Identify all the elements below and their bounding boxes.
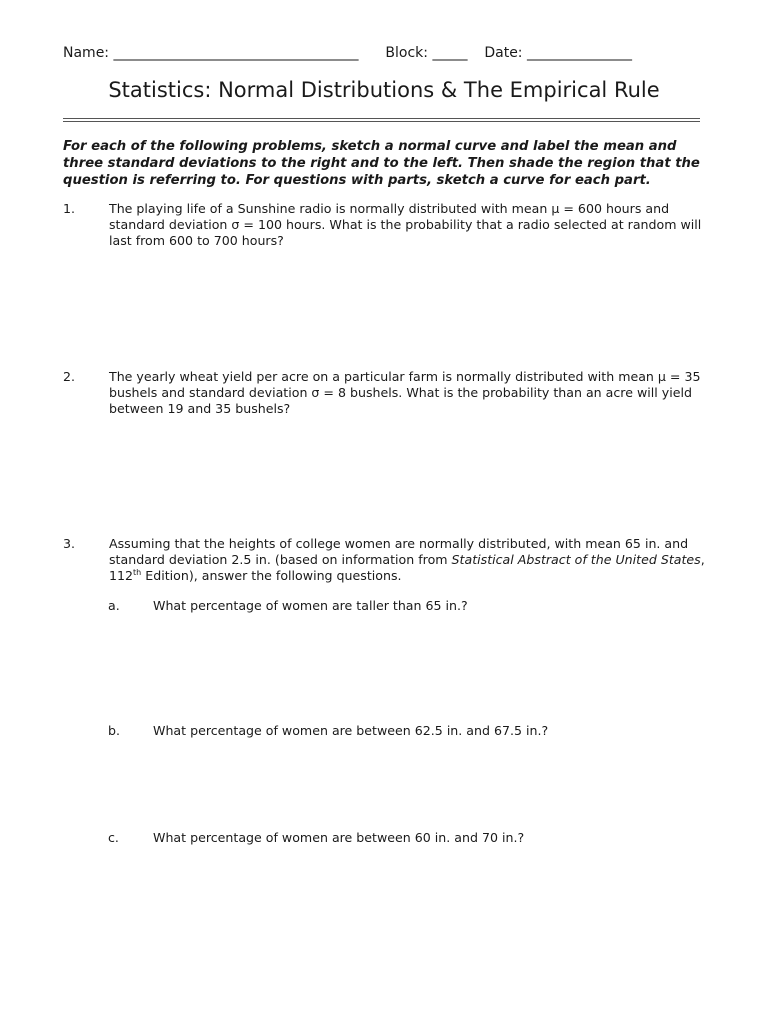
part-text: What percentage of women are between 60 in. and 70 in.?	[153, 830, 525, 845]
part-letter: b.	[108, 723, 120, 738]
problem-text: The yearly wheat yield per acre on a particular farm is normally distributed with mean μ = 35 bushels and standard deviation σ = 8 bushels. What is the probability than an acre will yield between 19 and 35 bushels?	[109, 369, 701, 416]
problem-number: 2.	[63, 369, 76, 384]
title-rule-top	[63, 118, 700, 119]
block-blank: _____	[432, 45, 468, 61]
part-text: What percentage of women are between 62.5 in. and 67.5 in.?	[153, 723, 549, 738]
title-rule-bottom	[63, 121, 700, 122]
part-letter: c.	[108, 830, 119, 845]
header-fields	[63, 45, 632, 61]
instructions: For each of the following problems, sketch a normal curve and label the mean and three standard deviations to the right and to the left. Then shade the region that the question is referring to. For questions with parts, sketch a curve for each part.	[63, 139, 700, 188]
problem-text-start: Assuming that the heights of college women are normally distributed, with mean 65 in. and standard deviation 2.5 in. (based on information from	[109, 536, 689, 567]
part-text: What percentage of women are taller than 65 in.?	[153, 598, 468, 613]
name-label: Name:	[63, 45, 110, 61]
date-label: Date:	[484, 45, 523, 61]
date-blank: _______________	[526, 45, 632, 61]
ordinal-suffix: th	[133, 567, 142, 577]
block-label: Block:	[385, 45, 428, 61]
problem-text: The playing life of a Sunshine radio is normally distributed with mean μ = 600 hours and standard deviation σ = 100 hours. What is the probability that a radio selected at random will last from 600 to 700 hours?	[109, 201, 702, 248]
part-letter: a.	[108, 598, 120, 613]
problem-text-edition: , 112	[109, 552, 705, 583]
source-title: Statistical Abstract of the United States	[451, 552, 701, 567]
problem-text-end: Edition), answer the following questions.	[141, 568, 402, 583]
problem-text	[109, 536, 706, 584]
problem-number: 3.	[63, 536, 76, 551]
page-title: Statistics: Normal Distributions & The Empirical Rule	[108, 78, 660, 102]
name-blank: ___________________________________	[113, 45, 359, 61]
problem-number: 1.	[63, 201, 76, 216]
